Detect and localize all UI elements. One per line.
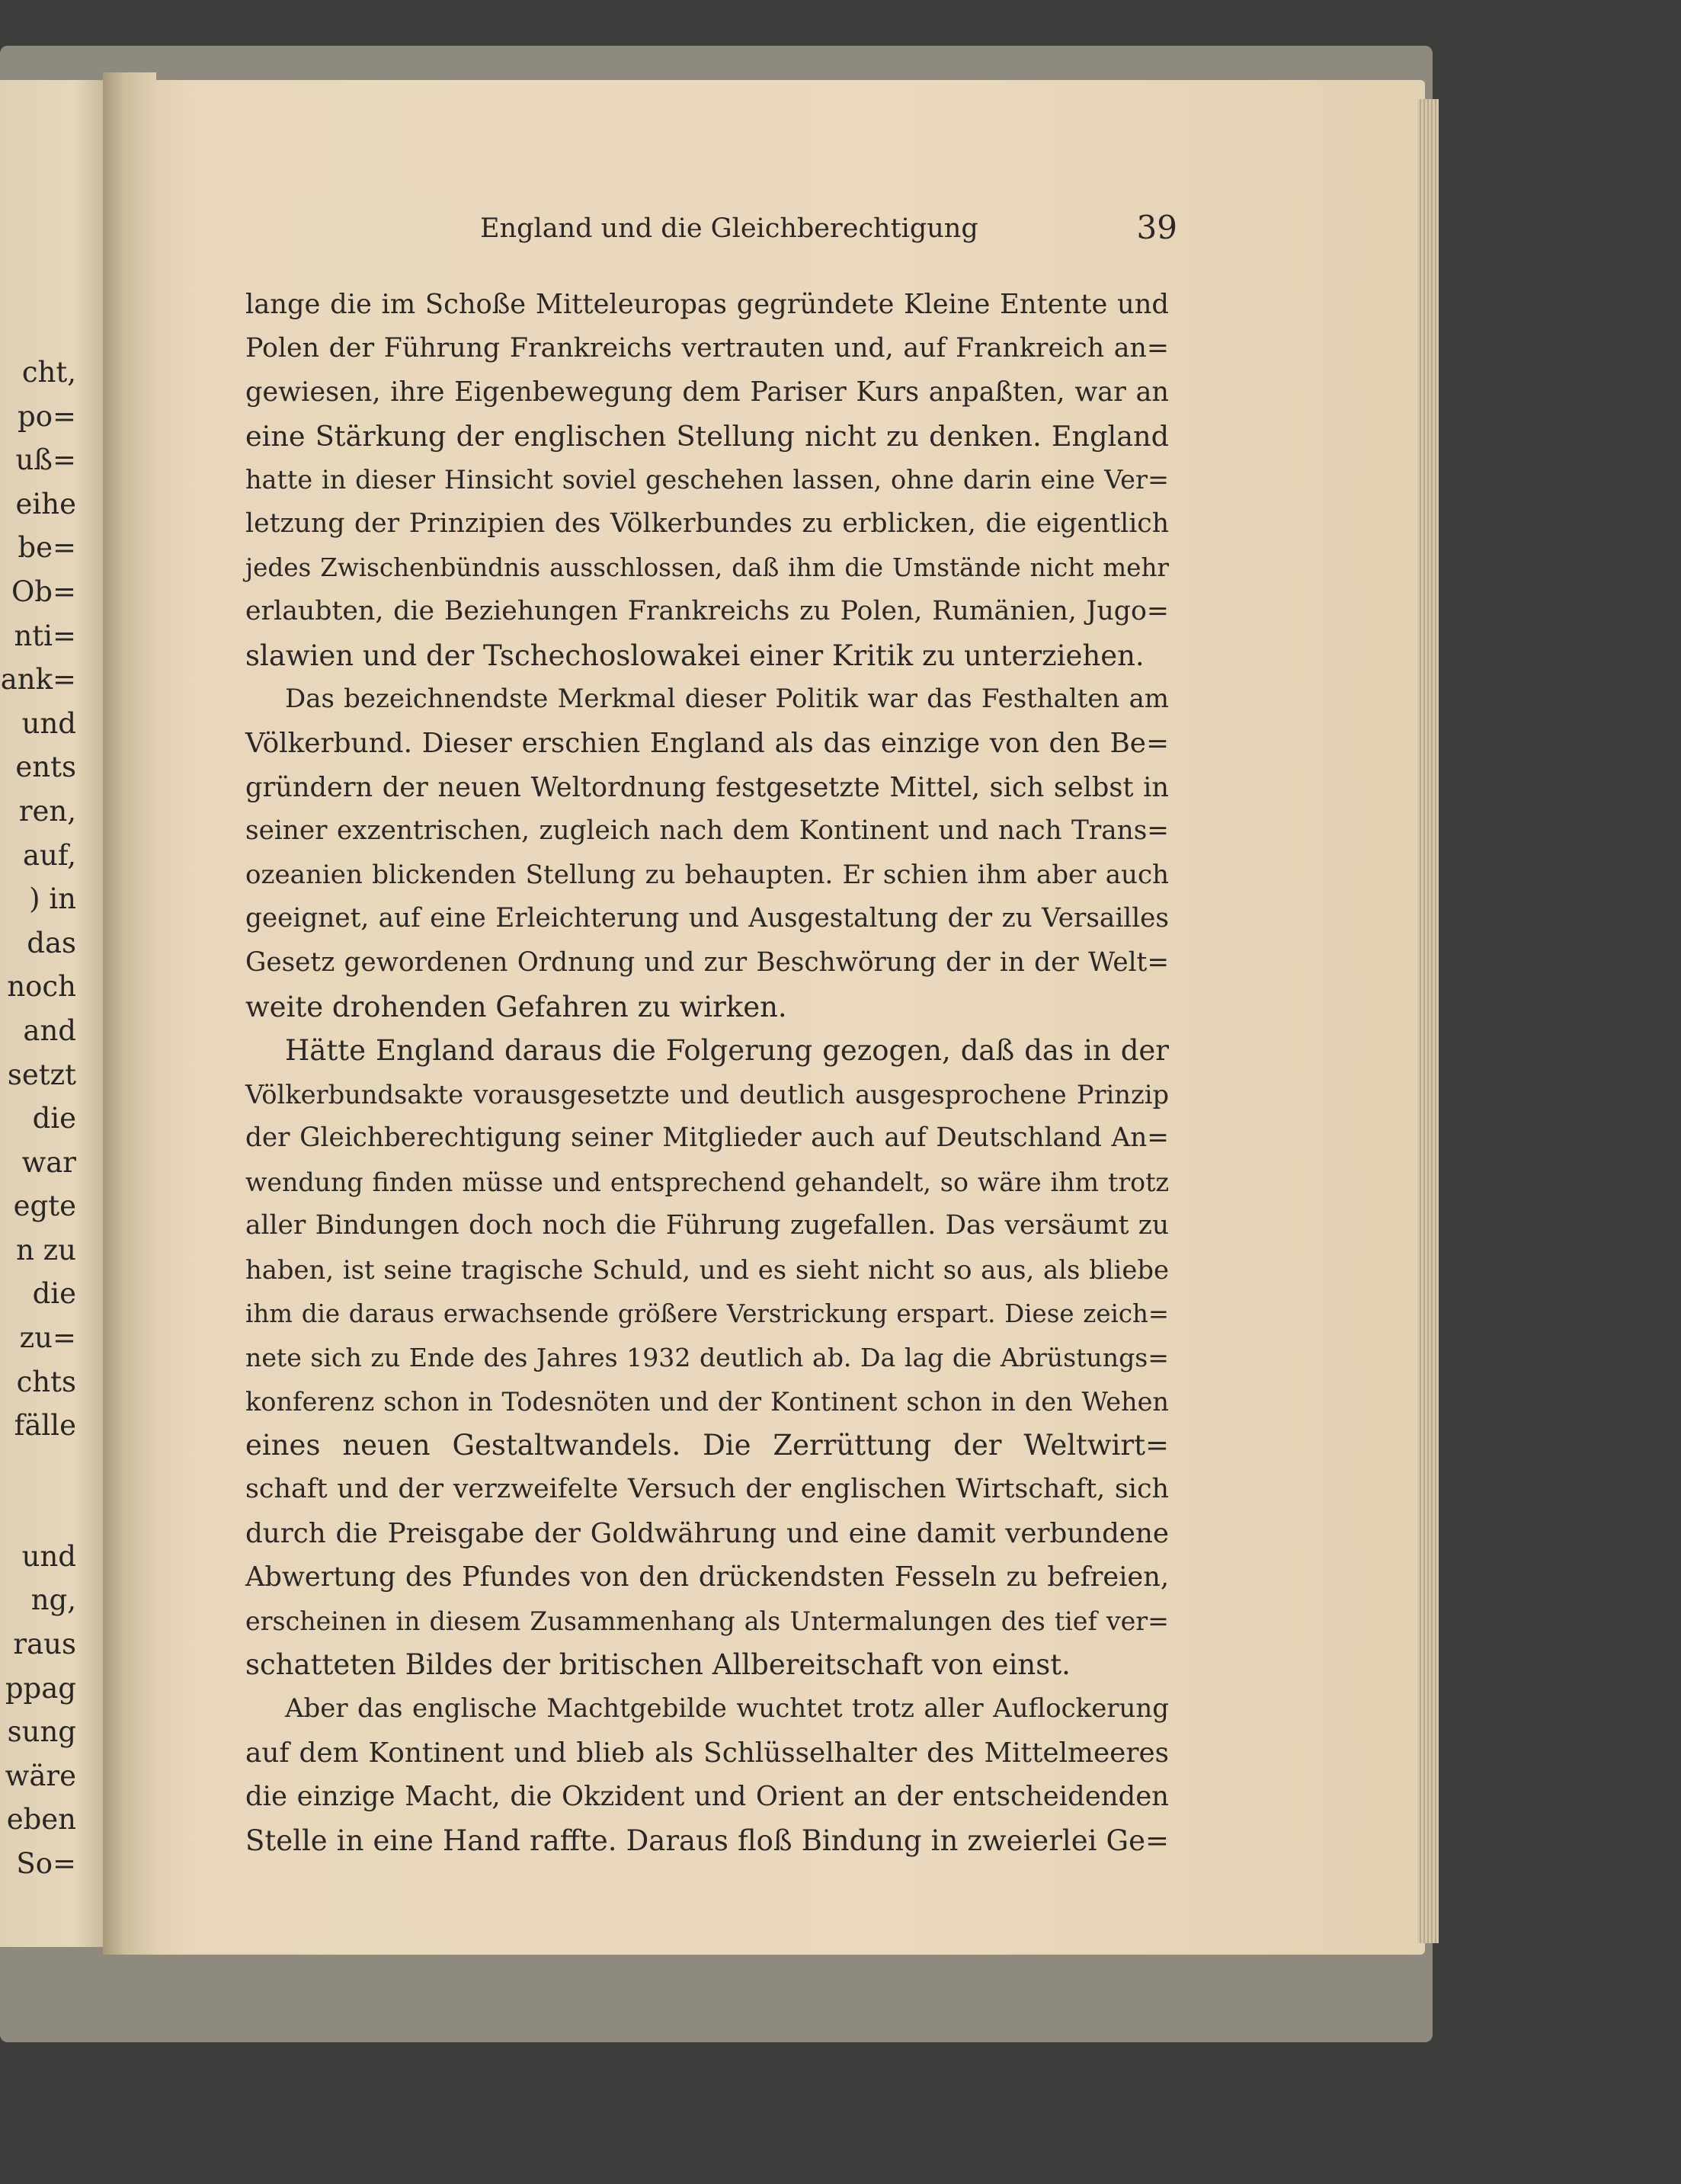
left-line: ank= — [0, 663, 76, 697]
text-line: hatte in dieser Hinsicht soviel geschehen lassen, ohne darin eine Ver= — [245, 465, 1169, 495]
left-line: po= — [18, 399, 76, 433]
text-line: geeignet, auf eine Erleichterung und Ausgestaltung der zu Versailles — [245, 903, 1169, 934]
left-line: sung — [7, 1715, 76, 1749]
left-line: So= — [16, 1847, 76, 1880]
left-line: ) in — [29, 882, 76, 916]
left-line: fälle — [14, 1409, 76, 1443]
text-line: Abwertung des Pfundes von den drückendsten Fesseln zu befreien, — [245, 1561, 1169, 1593]
left-line: ents — [15, 751, 76, 784]
book-gutter — [103, 72, 156, 1955]
left-line: noch — [7, 970, 76, 1004]
text-line: Völkerbundsakte vorausgesetzte und deutlich ausgesprochene Prinzip — [245, 1079, 1169, 1110]
text-line: ozeanien blickenden Stellung zu behaupten. Er schien ihm aber auch — [245, 859, 1169, 890]
text-line: Völkerbund. Dieser erschien England als das einzige von den Be= — [245, 727, 1169, 759]
left-line: die — [32, 1277, 76, 1311]
text-line: der Gleichberechtigung seiner Mitglieder auch auf Deutschland An= — [245, 1122, 1169, 1154]
left-line: und — [21, 1539, 76, 1573]
text-line: eine Stärkung der englischen Stellung nicht zu denken. England — [245, 419, 1169, 453]
left-line: auf, — [22, 838, 76, 872]
text-line: jedes Zwischenbündnis ausschlossen, daß ihm die Umstände nicht mehr — [245, 552, 1169, 582]
text-line: Hätte England daraus die Folgerung gezogen, daß das in der — [285, 1034, 1169, 1068]
left-line: das — [27, 926, 76, 959]
body-text — [245, 283, 1169, 1862]
text-line: die einzige Macht, die Okzident und Orient an der entscheidenden — [245, 1781, 1169, 1813]
text-line: weite drohenden Gefahren zu wirken. — [245, 990, 787, 1023]
text-line: Aber das englische Machtgebilde wuchtet trotz aller Auflockerung — [285, 1693, 1169, 1724]
left-line: and — [23, 1014, 76, 1047]
text-line: konferenz schon in Todesnöten und der Kontinent schon in den Wehen — [245, 1386, 1169, 1417]
text-line: eines neuen Gestaltwandels. Die Zerrüttung der Weltwirt= — [245, 1429, 1169, 1462]
text-line: ihm die daraus erwachsende größere Verstrickung erspart. Diese zeich= — [245, 1299, 1169, 1328]
left-line: egte — [13, 1190, 76, 1223]
text-line: erlaubten, die Beziehungen Frankreichs zu Polen, Rumänien, Jugo= — [245, 596, 1169, 627]
left-line: be= — [18, 531, 76, 565]
text-line: aller Bindungen doch noch die Führung zugefallen. Das versäumt zu — [245, 1210, 1169, 1241]
text-line: schaft und der verzweifelte Versuch der englischen Wirtschaft, sich — [245, 1474, 1169, 1505]
text-line: haben, ist seine tragische Schuld, und es sieht nicht so aus, als bliebe — [245, 1255, 1169, 1286]
left-line: setzt — [7, 1058, 76, 1091]
text-line: letzung der Prinzipien des Völkerbundes zu erblicken, die eigentlich — [245, 508, 1169, 539]
left-line: raus — [13, 1628, 76, 1661]
text-line: wendung finden müsse und entsprechend gehandelt, so wäre ihm trotz — [245, 1167, 1169, 1197]
header-title: England und die Gleichberechtigung — [480, 213, 978, 244]
left-line: war — [21, 1145, 76, 1179]
left-line: ng, — [30, 1584, 76, 1617]
left-line: Ob= — [11, 575, 76, 608]
text-line: auf dem Kontinent und blieb als Schlüsselhalter des Mittelmeeres — [245, 1737, 1169, 1769]
left-line: n zu — [16, 1233, 76, 1267]
text-line: Gesetz gewordenen Ordnung und zur Beschwörung der in der Welt= — [245, 946, 1169, 978]
left-line: eben — [6, 1803, 76, 1837]
text-line: Stelle in eine Hand raffte. Daraus floß Bindung in zweierlei Ge= — [245, 1824, 1169, 1857]
text-line: erscheinen in diesem Zusammenhang als Untermalungen des tief ver= — [245, 1606, 1169, 1636]
text-line: lange die im Schoße Mitteleuropas gegründete Kleine Entente und — [245, 289, 1169, 320]
left-line: zu= — [19, 1321, 76, 1355]
left-line: die — [32, 1102, 76, 1135]
left-line: ren, — [18, 794, 76, 828]
page-edges — [1417, 99, 1439, 1943]
text-line: nete sich zu Ende des Jahres 1932 deutlich ab. Da lag die Abrüstungs= — [245, 1343, 1169, 1373]
page-number: 39 — [1136, 209, 1177, 246]
left-page-text — [0, 351, 76, 1886]
text-line: Polen der Führung Frankreichs vertrauten und, auf Frankreich an= — [245, 332, 1169, 363]
left-line: chts — [16, 1365, 76, 1398]
text-line: gründern der neuen Weltordnung festgesetzte Mittel, sich selbst in — [245, 771, 1169, 803]
text-line: seiner exzentrischen, zugleich nach dem Kontinent und nach Trans= — [245, 815, 1169, 847]
left-line: eihe — [15, 487, 76, 520]
text-line: Das bezeichnendste Merkmal dieser Politik war das Festhalten am — [285, 684, 1169, 715]
left-line: uß= — [15, 444, 76, 477]
left-line: wäre — [5, 1759, 76, 1792]
left-line: und — [21, 706, 76, 740]
left-line: nti= — [14, 619, 76, 652]
text-line: schatteten Bildes der britischen Allbereitschaft von einst. — [245, 1648, 1071, 1682]
text-line: slawien und der Tschechoslowakei einer Kritik zu unterziehen. — [245, 639, 1145, 672]
left-line: cht, — [21, 356, 76, 389]
text-line: gewiesen, ihre Eigenbewegung dem Pariser Kurs anpaßten, war an — [245, 376, 1169, 408]
left-line: ppag — [5, 1671, 76, 1705]
text-line: durch die Preisgabe der Goldwährung und eine damit verbundene — [245, 1517, 1169, 1549]
